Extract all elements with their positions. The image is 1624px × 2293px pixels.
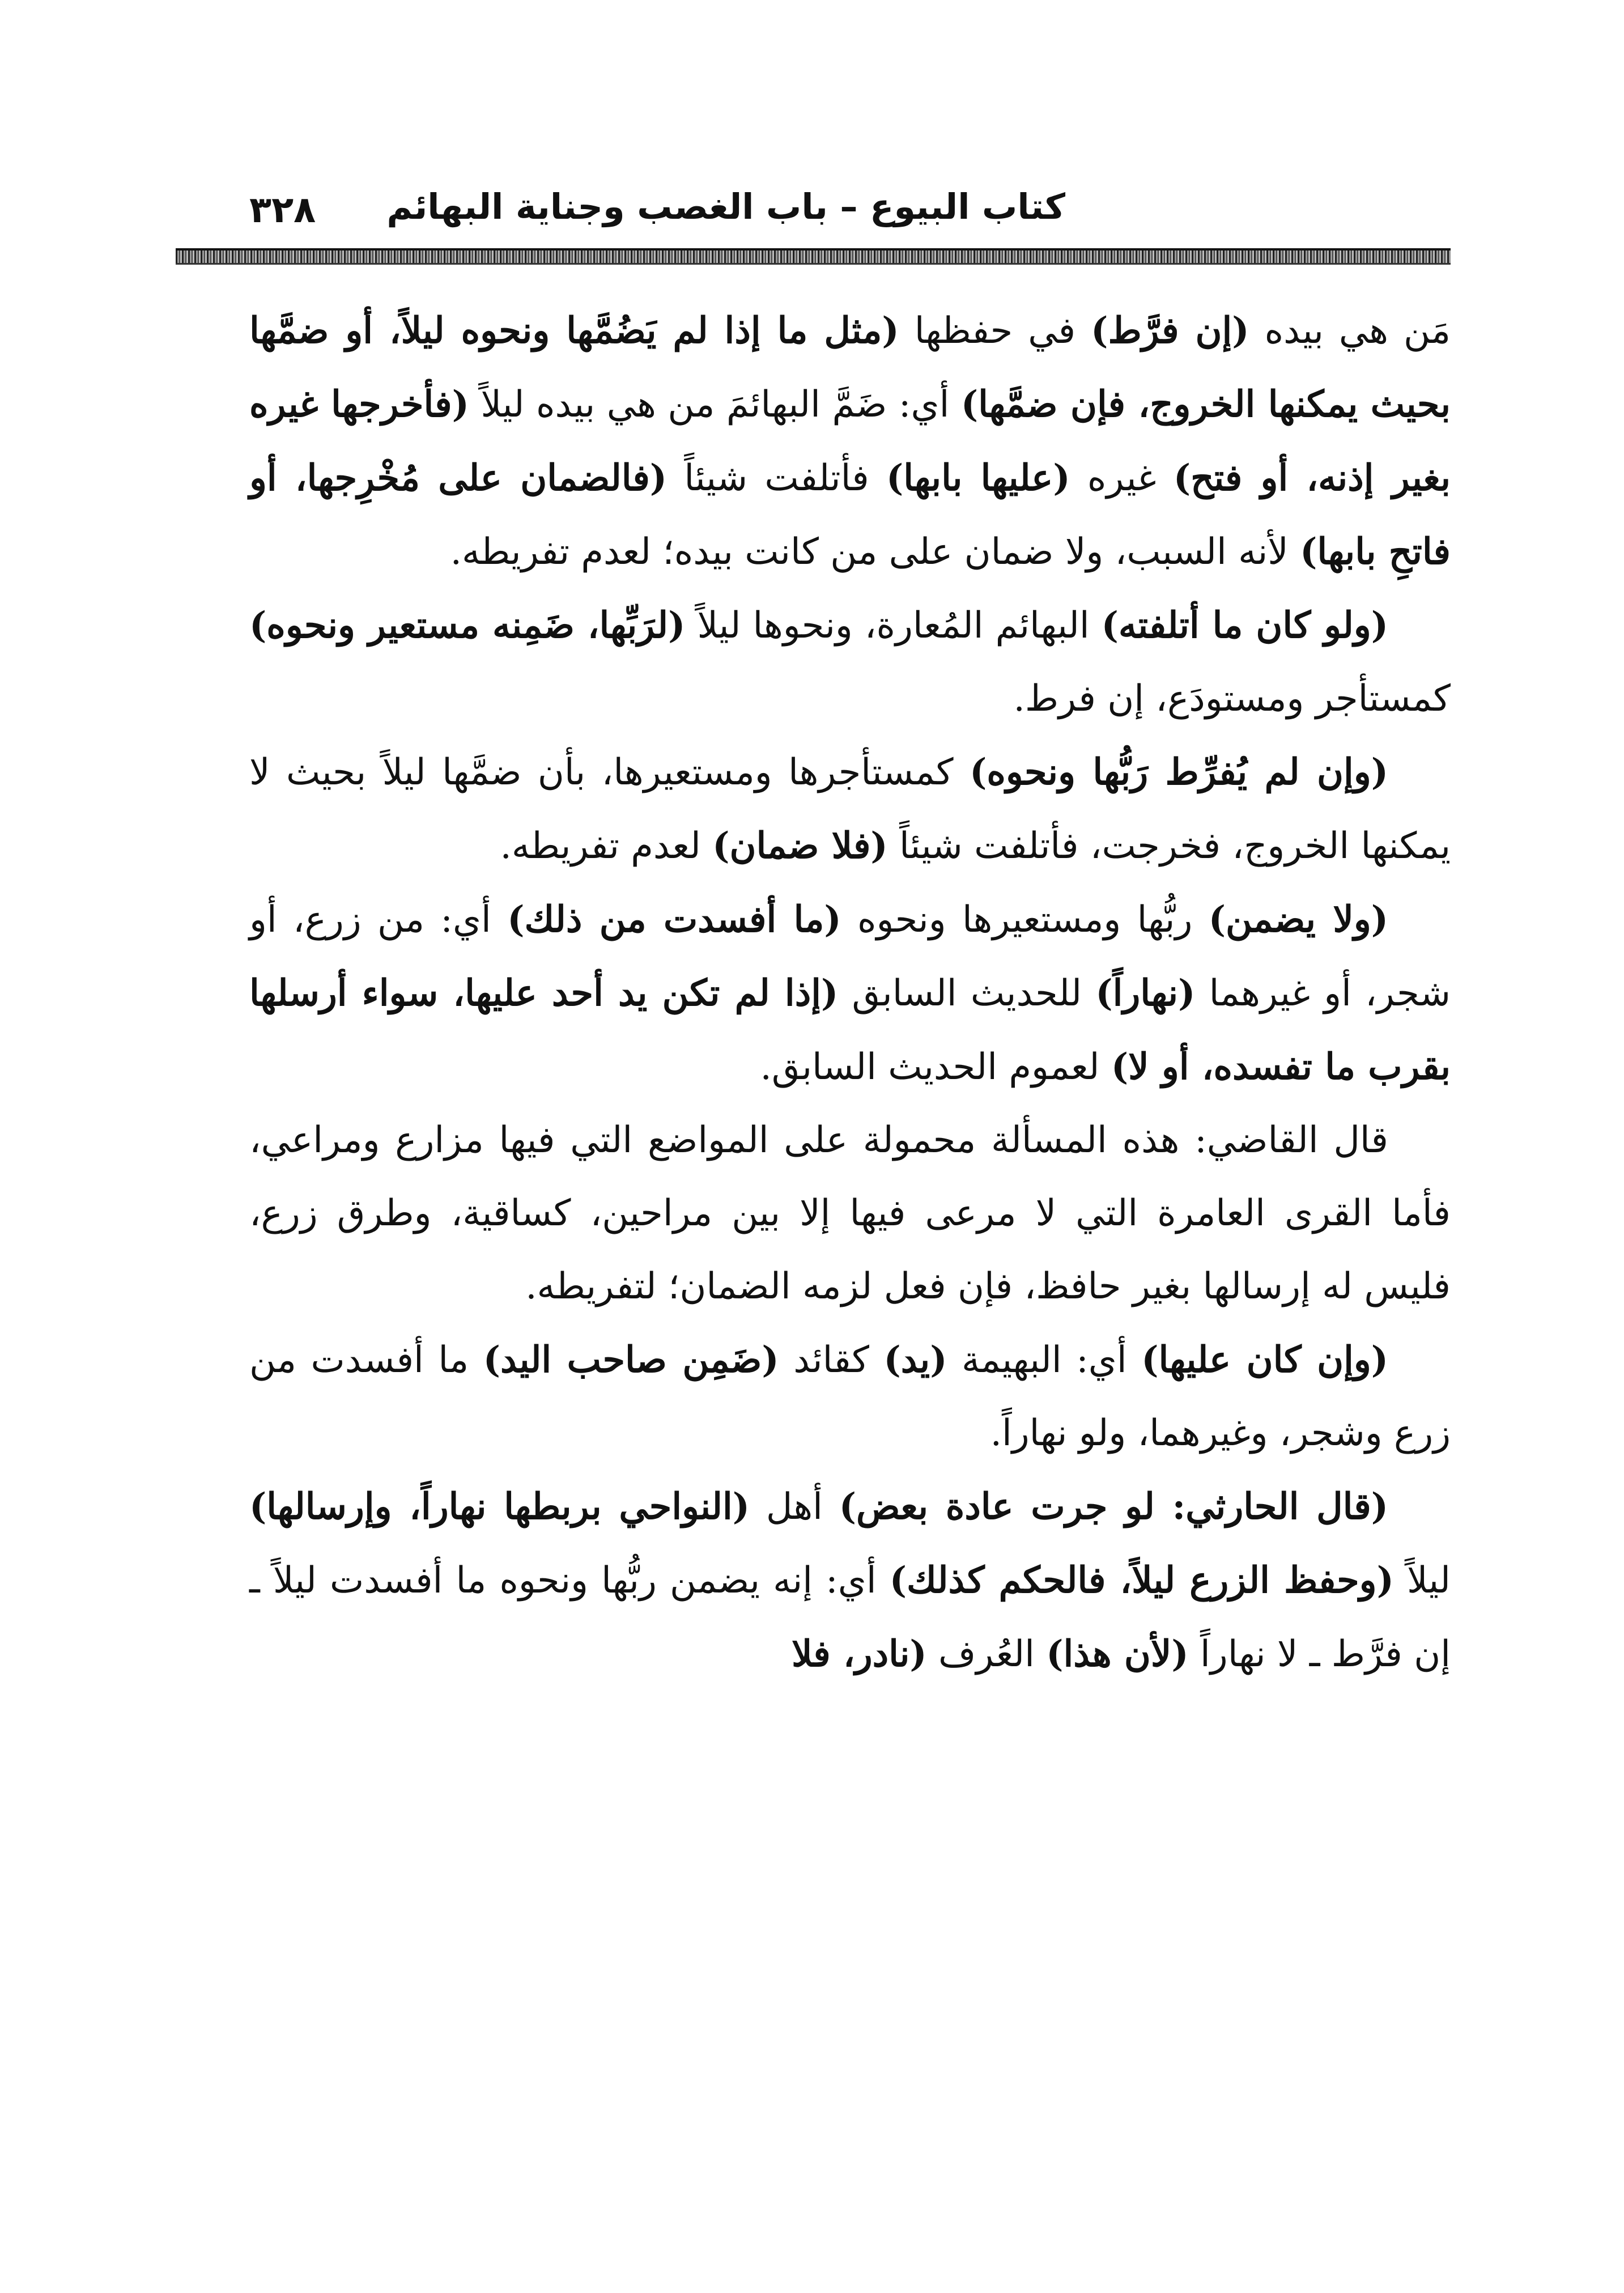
text-segment: للحديث السابق: [838, 973, 1096, 1014]
text-segment: كمستأجرها ومستعيرها، بأن ضمَّها ليلاً بحيث لا يمكنها الخروج، فخرجت، فأتلفت شيئاً: [249, 751, 1451, 867]
bold-text-segment: (إذا لم تكن يد أحد عليها، سواء أرسلها بقرب ما تفسده، أو لا): [249, 972, 1451, 1088]
bold-text-segment: (إن فرَّط): [1091, 309, 1249, 352]
body-text: [249, 294, 1451, 1691]
text-segment: لأنه السبب، ولا ضمان على من كانت بيده؛ لعدم تفريطه.: [450, 531, 1300, 573]
bold-text-segment: (ولا يضمن): [1208, 898, 1389, 941]
bold-text-segment: (فالضمان على مُخْرِجها، أو فاتحِ بابها): [249, 457, 1451, 573]
bold-text-segment: (يد): [883, 1339, 947, 1381]
bold-text-segment: (فلا ضمان): [712, 825, 888, 867]
text-segment: أهل: [750, 1486, 839, 1528]
bold-text-segment: (لأن هذا): [1046, 1633, 1189, 1675]
text-segment: لعدم تفريطه.: [500, 825, 713, 867]
bold-text-segment: (وإن لم يُفرِّط رَبُّها ونحوه): [970, 751, 1389, 793]
text-segment: أي: البهيمة: [947, 1339, 1142, 1381]
bold-text-segment: (فأخرجها غيره بغير إذنه، أو فتح): [249, 383, 1451, 499]
text-segment: العُرف: [926, 1633, 1047, 1675]
text-segment: قال القاضي: هذه المسألة محمولة على المواضع التي فيها مزارع ومراعي، فأما القرى العامرة التي لا مرعى فيها إلا بين مراحين، كساقية، وطرق زرع، فليس له إرسالها بغير حافظ، فإن فعل لزمه الضمان؛ لتفريطه.: [249, 1119, 1451, 1307]
paragraph: [249, 589, 1451, 736]
text-segment: كمستأجر ومستودَع، إن فرط.: [1013, 678, 1451, 720]
text-segment: أي: إنه يضمن ربُّها ونحوه ما أفسدت ليلاً ـ إن فرَّط ـ لا نهاراً: [249, 1560, 1451, 1675]
page: [249, 181, 1451, 1691]
text-segment: كقائد: [779, 1339, 884, 1381]
bold-text-segment: (النواحي بربطها نهاراً، وإرسالها): [249, 1485, 750, 1528]
bold-text-segment: (نهاراً): [1095, 972, 1196, 1014]
header-title: كتاب البيوع – باب الغصب وجناية البهائم: [386, 186, 1065, 227]
bold-text-segment: (نادر، فلا: [791, 1633, 927, 1675]
bold-text-segment: (ولو كان ما أتلفته): [1101, 604, 1389, 647]
text-segment: ليلاً: [1393, 1560, 1451, 1602]
running-header: [249, 181, 1451, 248]
header-rule: [176, 248, 1451, 265]
text-segment: ربُّها ومستعيرها ونحوه: [841, 899, 1209, 941]
bold-text-segment: (ضَمِن صاحب اليد): [483, 1339, 779, 1381]
paragraph: [249, 1470, 1451, 1691]
text-segment: غيره: [1070, 457, 1174, 499]
bold-text-segment: (عليها بابها): [886, 457, 1070, 499]
page-number: ٣٢٨: [249, 189, 316, 231]
text-segment: البهائم المُعارة، ونحوها ليلاً: [685, 605, 1102, 647]
paragraph: [249, 1104, 1451, 1323]
text-segment: أي: من زرع، أو شجر، أو غيرهما: [249, 899, 1451, 1014]
bold-text-segment: (لرَبِّها، ضَمِنه مستعير ونحوه): [249, 604, 686, 647]
bold-text-segment: (ما أفسدت من ذلك): [507, 898, 841, 941]
paragraph: [249, 1323, 1451, 1470]
text-segment: ما أفسدت من زرع وشجر، وغيرهما، ولو نهاراً.: [249, 1339, 1451, 1454]
text-segment: أي: ضَمَّ البهائمَ من هي بيده ليلاً: [469, 384, 961, 426]
text-segment: مَن هي بيده: [1249, 310, 1451, 352]
bold-text-segment: (وحفظ الزرع ليلاً، فالحكم كذلك): [889, 1559, 1394, 1602]
paragraph: [249, 294, 1451, 589]
bold-text-segment: (وإن كان عليها): [1141, 1339, 1389, 1381]
paragraph: [249, 736, 1451, 883]
paragraph: [249, 883, 1451, 1104]
text-segment: فأتلفت شيئاً: [667, 457, 886, 499]
bold-text-segment: (مثل ما إذا لم يَضُمَّها ونحوه ليلاً، أو ضمَّها بحيث يمكنها الخروج، فإن ضمَّها): [249, 309, 1451, 426]
text-segment: في حفظها: [899, 310, 1091, 352]
text-segment: لعموم الحديث السابق.: [760, 1046, 1111, 1088]
bold-text-segment: (قال الحارثي: لو جرت عادة بعض): [839, 1485, 1389, 1528]
